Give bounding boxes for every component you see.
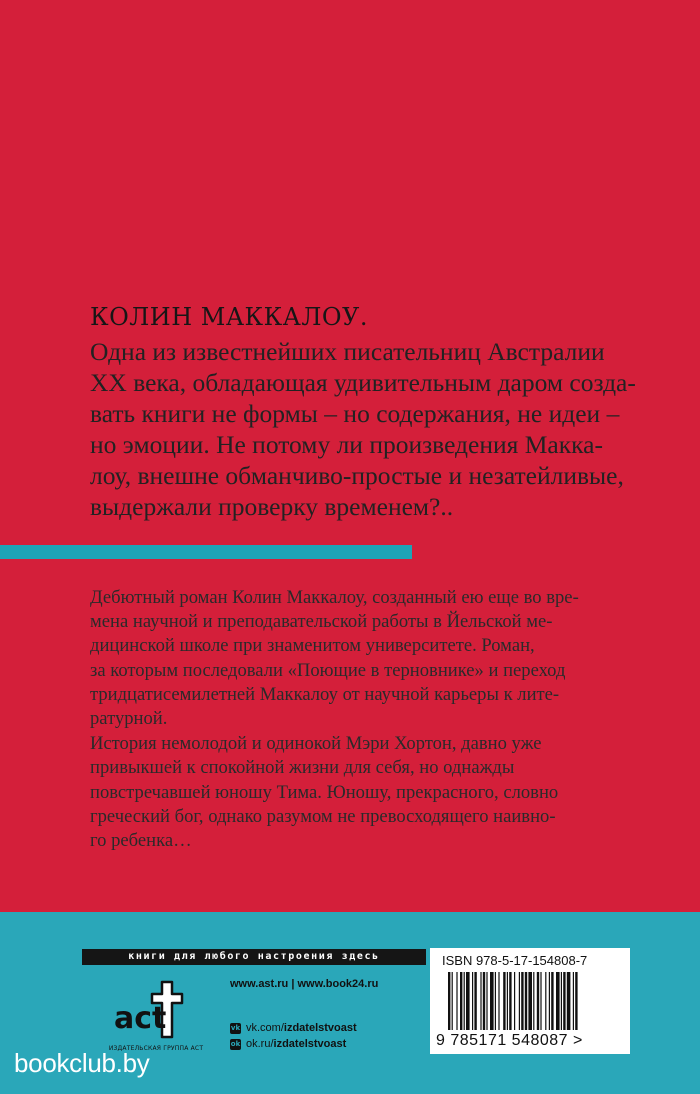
social-handle: izdatelstvoast	[273, 1038, 347, 1050]
publisher-websites[interactable]: www.ast.ru | www.book24.ru	[230, 978, 379, 990]
annotation-line: История немолодой и одинокой Мэри Хортон, давно уже	[90, 733, 542, 755]
slogan-banner: книги для любого настроения здесь	[82, 949, 426, 965]
author-bio-line: Одна из известнейших писательниц Австралии	[90, 337, 605, 366]
social-prefix: vk.com/	[246, 1022, 284, 1034]
author-bio-line: выдержали проверку временем?..	[90, 492, 454, 521]
annotation-line: го ребенка…	[90, 830, 192, 852]
barcode-panel	[430, 948, 630, 1054]
book-annotation	[90, 586, 690, 853]
author-name: КОЛИН МАККАЛОУ.	[90, 303, 369, 331]
site-watermark: bookclub.by	[14, 1048, 150, 1078]
social-link-vk[interactable]	[230, 1020, 357, 1036]
annotation-line: дицинской школе при знаменитом университете. Роман,	[90, 635, 535, 657]
annotation-line: Дебютный роман Колин Маккалоу, созданный ею еще во вре-	[90, 587, 579, 608]
annotation-line: повстречавшей юношу Тима. Юношу, прекрасного, словно	[90, 781, 559, 803]
annotation-line: ратурной.	[90, 708, 168, 730]
barcode-icon	[448, 972, 614, 1030]
isbn-number: ISBN 978-5-17-154808-7	[442, 953, 588, 968]
accent-divider	[0, 545, 412, 559]
annotation-line: привыкшей к спокойной жизни для себя, но однажды	[90, 757, 515, 779]
vk-icon: vk	[230, 1023, 241, 1032]
annotation-paragraph-2	[90, 732, 690, 853]
annotation-line: тридцатисемилетней Маккалоу от научной карьеры к лите-	[90, 683, 560, 705]
ok-icon: ok	[230, 1039, 241, 1048]
author-bio-line: вать книги не формы – но содержания, не идеи –	[90, 399, 620, 428]
annotation-line: мена научной и преподавательской работы в Йельской ме-	[90, 611, 553, 633]
author-bio	[90, 336, 650, 522]
ast-logo-text: act	[114, 1001, 167, 1036]
social-links	[230, 1020, 357, 1052]
barcode-digits: 9 785171 548087 >	[436, 1032, 583, 1049]
author-bio-line: лоу, внешне обманчиво-простые и незатейливые,	[90, 461, 624, 490]
author-block	[90, 300, 650, 522]
author-bio-line: XX века, обладающая удивительным даром созда-	[90, 368, 636, 397]
annotation-paragraph-1	[90, 586, 690, 731]
annotation-line: греческий бог, однако разумом не превосходящего наивно-	[90, 805, 556, 827]
ast-logo-icon	[108, 978, 198, 1046]
author-bio-line: но эмоции. Не потому ли произведения Макка-	[90, 430, 603, 459]
annotation-line: за которым последовали «Поющие в терновнике» и переход	[90, 659, 566, 681]
social-prefix: ok.ru/	[246, 1038, 274, 1050]
social-handle: izdatelstvoast	[283, 1022, 357, 1034]
social-link-ok[interactable]	[230, 1036, 357, 1052]
publisher-caption: ИЗДАТЕЛЬСКАЯ ГРУППА АСТ	[108, 1045, 204, 1052]
